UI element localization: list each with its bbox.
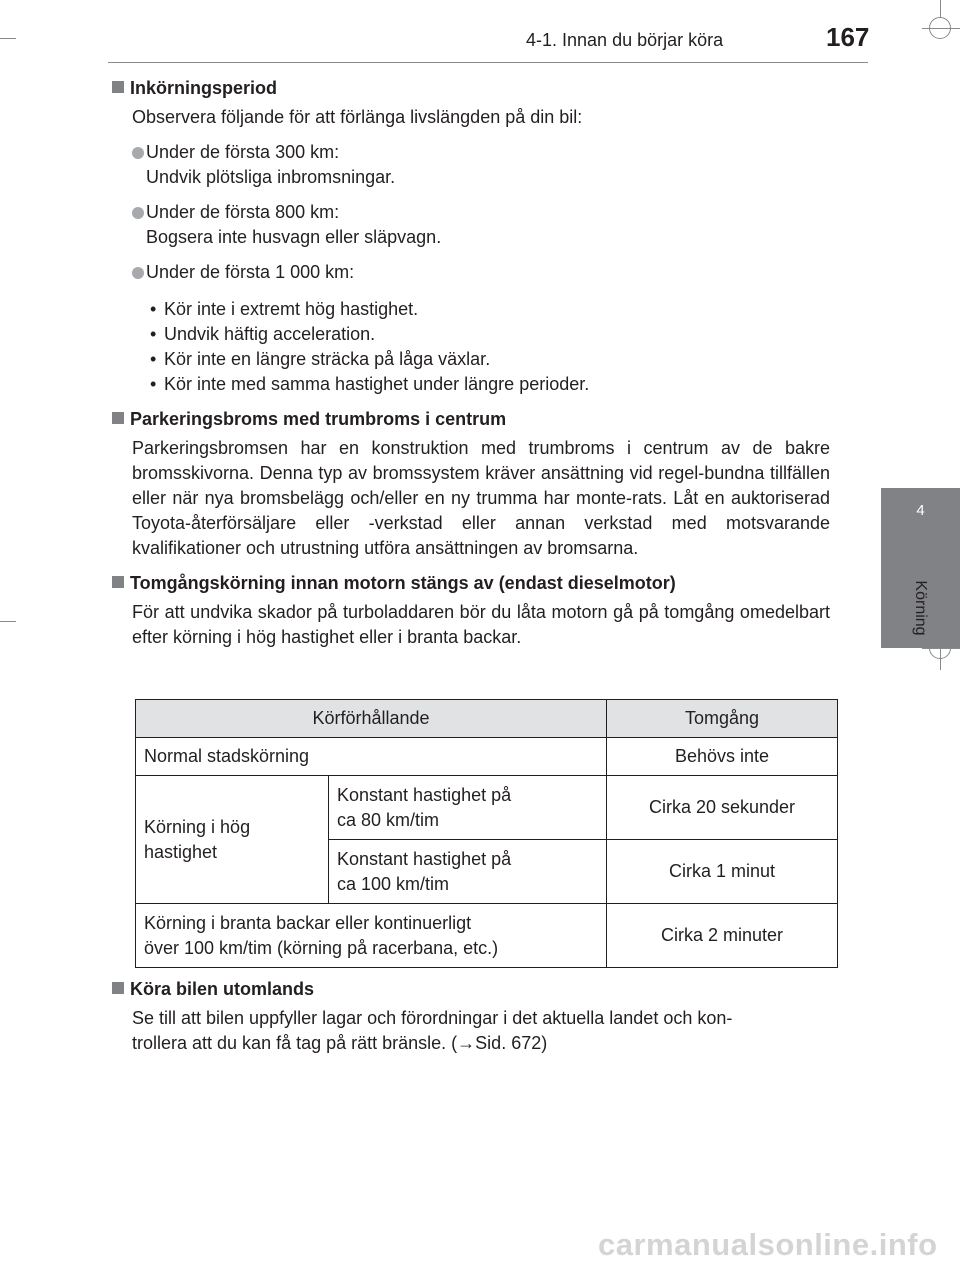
table-header-idle: Tomgång: [607, 700, 838, 738]
list-item: Under de första 1 000 km:: [132, 260, 830, 285]
sub-list-item: • Kör inte med samma hastighet under längre perioder.: [146, 372, 830, 397]
abroad-text-line: Se till att bilen uppfyller lagar och förordningar i det aktuella landet och kon-: [132, 1008, 733, 1028]
table-cell: Behövs inte: [607, 738, 838, 776]
break-in-intro: Observera följande för att förlänga livslängden på din bil:: [132, 107, 583, 127]
table-cell: Cirka 1 minut: [607, 840, 838, 904]
chapter-label: Körning: [912, 580, 929, 636]
table-row: [136, 738, 838, 776]
sub-list-item: • Kör inte i extremt hög hastighet.: [146, 297, 830, 322]
page-number: 167: [826, 22, 870, 52]
list-item: Under de första 300 km: Undvik plötsliga inbromsningar.: [132, 140, 830, 190]
drum-brake-text: Parkeringsbromsen har en konstruktion med trumbroms i centrum av de bakre bromsskivorna. Denna typ av bromssystem kräver ansättning vid regel-bundna tillfällen eller när nya bromsbelägg och/eller en ny trumma har monte-rats. Låt en auktoriserad Toyota-återförsäljare eller -verkstad eller annan verkstad med motsvarande kvalifikationer och utrustning utföra ansättningen av bromsarna.: [132, 438, 830, 558]
table-header-row: [136, 700, 838, 738]
table-cell: Konstant hastighet på ca 80 km/tim: [329, 776, 607, 840]
table-cell: Cirka 20 sekunder: [607, 776, 838, 840]
table-cell: Körning i hög hastighet: [136, 776, 329, 904]
page-body: [112, 76, 830, 650]
watermark: carmanualsonline.info: [598, 1227, 938, 1262]
sub-list-item: • Kör inte en längre sträcka på låga växlar.: [146, 347, 830, 372]
crop-mark-right-middle-h: [922, 648, 960, 649]
circle-bullet-icon: [132, 207, 144, 219]
table-row: [136, 776, 838, 840]
header-rule: [108, 62, 868, 63]
idling-table: [135, 699, 838, 968]
idling-text: För att undvika skador på turboladdaren bör du låta motorn gå på tomgång omedelbart efter körning i hög hastighet eller i branta backar.: [132, 602, 830, 647]
running-header-section: 4-1. Innan du börjar köra: [526, 30, 724, 50]
table-row: [136, 904, 838, 968]
crop-mark-top-left: [0, 38, 16, 39]
circle-bullet-icon: [132, 147, 144, 159]
square-bullet-icon: [112, 81, 124, 93]
sub-list-item: • Undvik häftig acceleration.: [146, 322, 830, 347]
section-heading-idling: Tomgångskörning innan motorn stängs av (endast dieselmotor): [112, 571, 830, 596]
square-bullet-icon: [112, 576, 124, 588]
table-cell: Körning i branta backar eller kontinuerligt över 100 km/tim (körning på racerbana, etc.): [136, 904, 607, 968]
section-heading-drum-brake: Parkeringsbroms med trumbroms i centrum: [112, 407, 830, 432]
table-header-condition: Körförhållande: [136, 700, 607, 738]
abroad-section: [112, 977, 830, 1056]
circle-bullet-icon: [132, 267, 144, 279]
table-cell: Konstant hastighet på ca 100 km/tim: [329, 840, 607, 904]
square-bullet-icon: [112, 982, 124, 994]
square-bullet-icon: [112, 412, 124, 424]
section-heading-abroad: Köra bilen utomlands: [112, 977, 830, 1002]
chapter-tab: [881, 488, 960, 648]
chapter-number: 4: [916, 502, 925, 519]
table-cell: Cirka 2 minuter: [607, 904, 838, 968]
sub-list: [146, 297, 830, 397]
crop-mark-top-right-h: [922, 28, 960, 29]
crop-mark-top-right-v: [940, 0, 941, 18]
crop-mark-left-middle: [0, 621, 16, 622]
section-heading-break-in: Inkörningsperiod: [112, 76, 830, 101]
list-item: Under de första 800 km: Bogsera inte husvagn eller släpvagn.: [132, 200, 830, 250]
abroad-text-line: trollera att du kan få tag på rätt bränsle. (→Sid. 672): [132, 1033, 548, 1053]
table-cell: Normal stadskörning: [136, 738, 607, 776]
